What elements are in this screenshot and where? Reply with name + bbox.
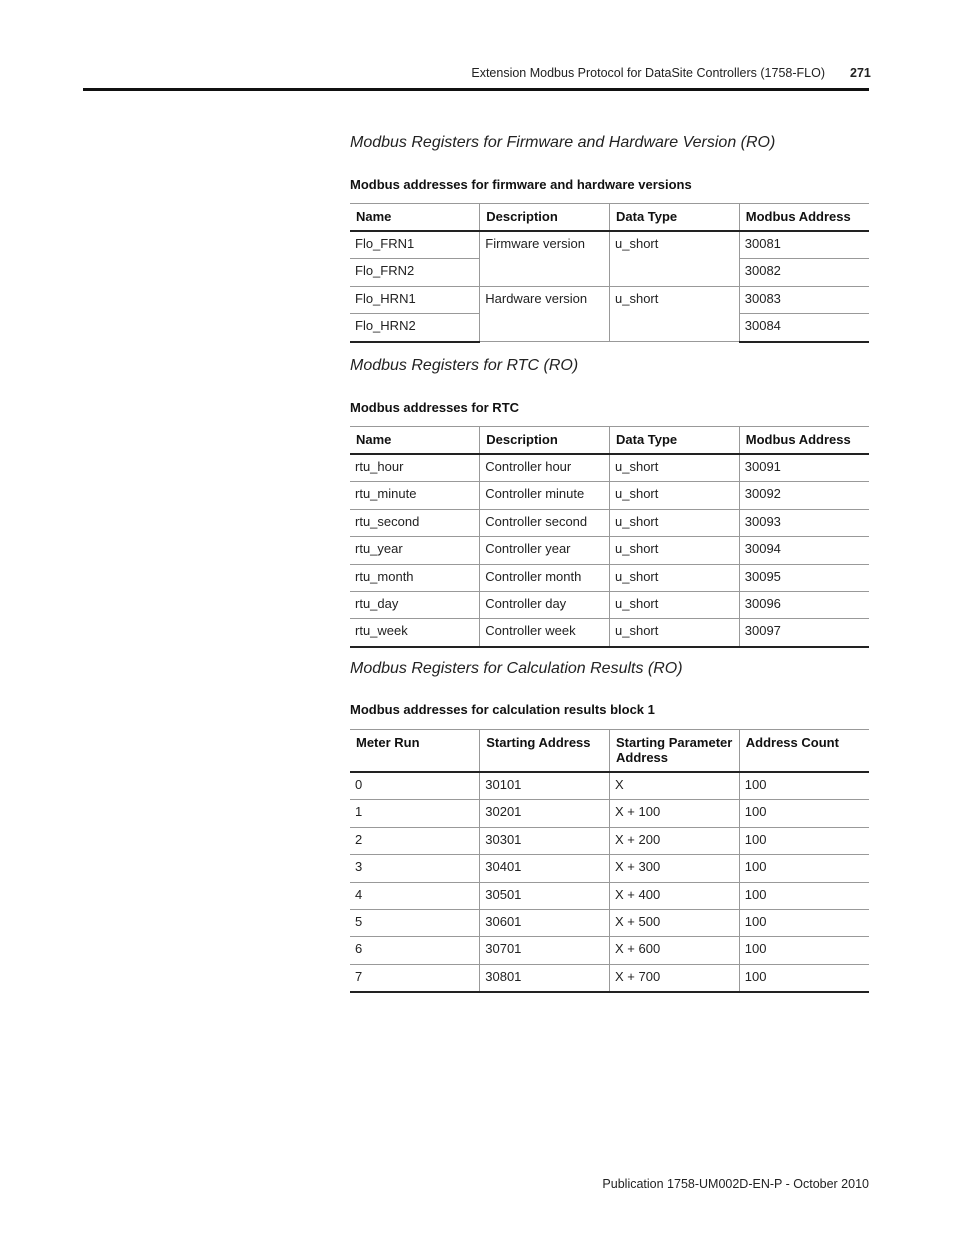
column-header: Data Type — [610, 204, 740, 232]
cell-name: rtu_second — [350, 509, 480, 536]
cell-meter-run: 6 — [350, 937, 480, 964]
cell-starting-address: 30801 — [480, 964, 610, 992]
cell-description: Controller minute — [480, 482, 610, 509]
table-row — [350, 482, 869, 509]
cell-address-count: 100 — [739, 882, 869, 909]
column-header: Address Count — [739, 730, 869, 773]
table-row — [350, 286, 869, 313]
cell-name: rtu_year — [350, 537, 480, 564]
column-header: Name — [350, 427, 480, 455]
cell-meter-run: 3 — [350, 855, 480, 882]
column-header: Description — [480, 204, 610, 232]
firmware-table — [350, 203, 869, 343]
table-row — [350, 800, 869, 827]
cell-description: Firmware version — [480, 231, 610, 286]
cell-description: Controller hour — [480, 454, 610, 482]
cell-address: 30082 — [739, 259, 869, 286]
cell-starting-address: 30101 — [480, 772, 610, 800]
cell-meter-run: 2 — [350, 827, 480, 854]
table-row — [350, 909, 869, 936]
cell-starting-parameter-address: X + 400 — [610, 882, 740, 909]
cell-data-type: u_short — [610, 482, 740, 509]
cell-address: 30097 — [739, 619, 869, 647]
cell-starting-address: 30701 — [480, 937, 610, 964]
cell-description: Controller day — [480, 591, 610, 618]
cell-starting-parameter-address: X + 100 — [610, 800, 740, 827]
column-header: Data Type — [610, 427, 740, 455]
cell-starting-address: 30601 — [480, 909, 610, 936]
cell-data-type: u_short — [610, 231, 740, 286]
table-row — [350, 454, 869, 482]
cell-address-count: 100 — [739, 772, 869, 800]
cell-description: Hardware version — [480, 286, 610, 341]
cell-address-count: 100 — [739, 909, 869, 936]
cell-name: Flo_HRN2 — [350, 314, 480, 342]
calculation-table — [350, 729, 869, 993]
table-header-row — [350, 730, 869, 773]
cell-address: 30083 — [739, 286, 869, 313]
table-row — [350, 827, 869, 854]
cell-starting-parameter-address: X + 700 — [610, 964, 740, 992]
cell-address: 30081 — [739, 231, 869, 259]
cell-name: rtu_week — [350, 619, 480, 647]
rtc-table — [350, 426, 869, 648]
header-rule — [83, 88, 869, 91]
cell-address: 30095 — [739, 564, 869, 591]
cell-description: Controller month — [480, 564, 610, 591]
table-row — [350, 231, 869, 259]
cell-address-count: 100 — [739, 827, 869, 854]
table-caption-calculation: Modbus addresses for calculation results block 1 — [350, 702, 655, 717]
column-header: Modbus Address — [739, 427, 869, 455]
publication-footer: Publication 1758-UM002D-EN-P - October 2010 — [602, 1177, 869, 1191]
cell-data-type: u_short — [610, 286, 740, 341]
cell-starting-address: 30201 — [480, 800, 610, 827]
cell-data-type: u_short — [610, 564, 740, 591]
table-row — [350, 509, 869, 536]
column-header: Name — [350, 204, 480, 232]
cell-name: rtu_minute — [350, 482, 480, 509]
cell-starting-address: 30501 — [480, 882, 610, 909]
column-header: Starting Address — [480, 730, 610, 773]
cell-name: rtu_month — [350, 564, 480, 591]
cell-address: 30094 — [739, 537, 869, 564]
cell-starting-address: 30301 — [480, 827, 610, 854]
table-row — [350, 964, 869, 992]
table-header-row — [350, 427, 869, 455]
cell-starting-parameter-address: X + 300 — [610, 855, 740, 882]
cell-address: 30091 — [739, 454, 869, 482]
table-row — [350, 937, 869, 964]
cell-starting-parameter-address: X + 500 — [610, 909, 740, 936]
cell-name: Flo_FRN2 — [350, 259, 480, 286]
table-row — [350, 537, 869, 564]
page-number: 271 — [850, 66, 871, 80]
cell-meter-run: 7 — [350, 964, 480, 992]
column-header: Description — [480, 427, 610, 455]
cell-data-type: u_short — [610, 537, 740, 564]
cell-address: 30093 — [739, 509, 869, 536]
cell-name: Flo_HRN1 — [350, 286, 480, 313]
cell-description: Controller year — [480, 537, 610, 564]
cell-address: 30092 — [739, 482, 869, 509]
cell-data-type: u_short — [610, 509, 740, 536]
cell-description: Controller week — [480, 619, 610, 647]
cell-address-count: 100 — [739, 937, 869, 964]
cell-meter-run: 4 — [350, 882, 480, 909]
column-header: Modbus Address — [739, 204, 869, 232]
cell-starting-address: 30401 — [480, 855, 610, 882]
cell-address: 30096 — [739, 591, 869, 618]
cell-address-count: 100 — [739, 964, 869, 992]
cell-data-type: u_short — [610, 591, 740, 618]
cell-address-count: 100 — [739, 800, 869, 827]
section-title-calculation: Modbus Registers for Calculation Results (RO) — [350, 660, 683, 677]
table-row — [350, 591, 869, 618]
cell-address: 30084 — [739, 314, 869, 342]
cell-meter-run: 1 — [350, 800, 480, 827]
cell-data-type: u_short — [610, 619, 740, 647]
cell-starting-parameter-address: X + 600 — [610, 937, 740, 964]
table-caption-firmware: Modbus addresses for firmware and hardware versions — [350, 177, 692, 192]
cell-starting-parameter-address: X — [610, 772, 740, 800]
table-header-row — [350, 204, 869, 232]
cell-starting-parameter-address: X + 200 — [610, 827, 740, 854]
cell-meter-run: 5 — [350, 909, 480, 936]
cell-description: Controller second — [480, 509, 610, 536]
cell-name: rtu_day — [350, 591, 480, 618]
cell-name: Flo_FRN1 — [350, 231, 480, 259]
cell-meter-run: 0 — [350, 772, 480, 800]
table-row — [350, 882, 869, 909]
section-title-firmware: Modbus Registers for Firmware and Hardware Version (RO) — [350, 134, 776, 151]
running-header: Extension Modbus Protocol for DataSite Controllers (1758-FLO) — [471, 66, 825, 80]
section-title-rtc: Modbus Registers for RTC (RO) — [350, 357, 579, 374]
table-row — [350, 855, 869, 882]
cell-address-count: 100 — [739, 855, 869, 882]
table-row — [350, 619, 869, 647]
cell-data-type: u_short — [610, 454, 740, 482]
table-caption-rtc: Modbus addresses for RTC — [350, 400, 520, 415]
column-header: Meter Run — [350, 730, 480, 773]
column-header: Starting Parameter Address — [610, 730, 740, 773]
table-row — [350, 772, 869, 800]
table-row — [350, 564, 869, 591]
cell-name: rtu_hour — [350, 454, 480, 482]
